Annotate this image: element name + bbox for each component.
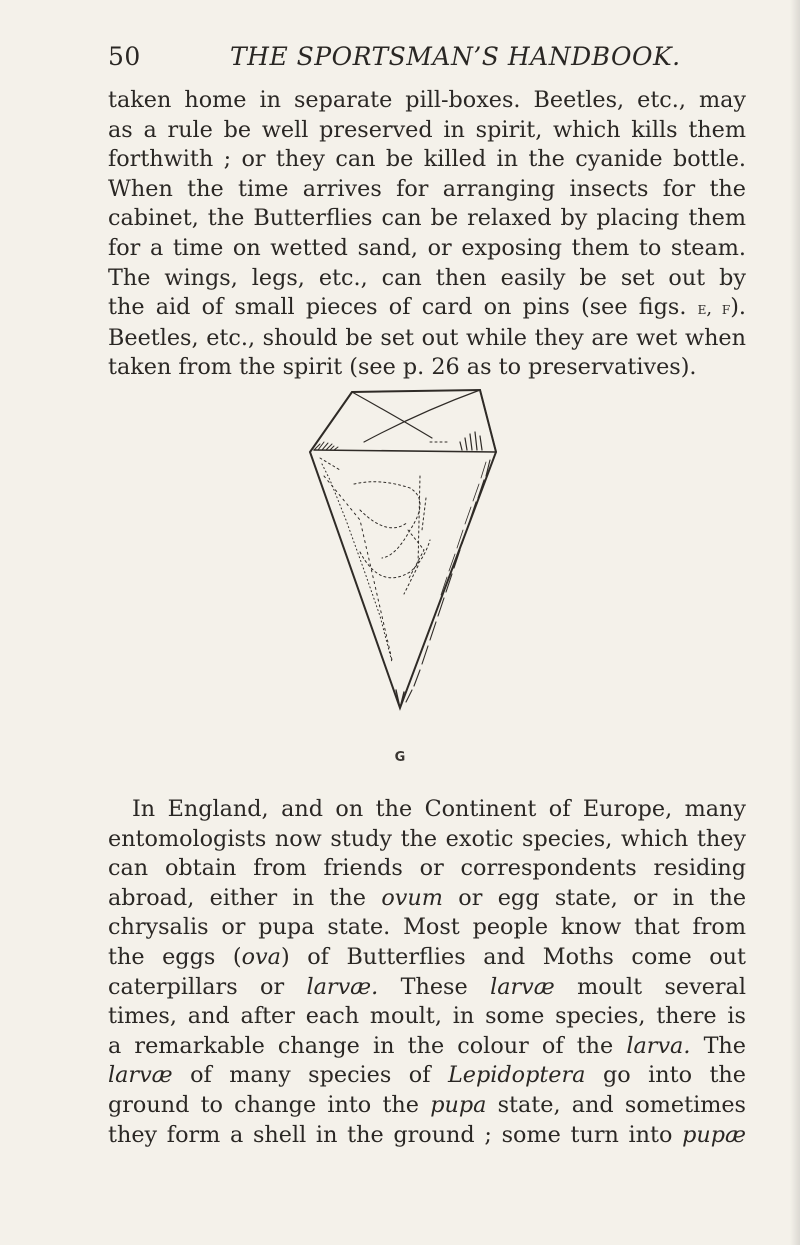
- text-line: [108, 1091, 746, 1121]
- text-line: The wings, legs, etc., can then easily be set out by: [108, 264, 746, 291]
- text-line: [108, 973, 746, 1003]
- text-line: chrysalis or pupa state. Most people know that from: [108, 914, 746, 941]
- text-segment: caterpillars or: [108, 973, 285, 1000]
- text-line: In England, and on the Continent of Europe, many: [132, 796, 746, 822]
- figure-reference: e, f: [697, 298, 731, 320]
- italic-term: ova: [241, 943, 281, 970]
- text-segment: ) of Butterflies and Moths come out: [280, 943, 746, 970]
- text-segment: ground to change into the: [108, 1091, 419, 1118]
- figure-setting-board: [300, 380, 500, 790]
- text-segment: state, and sometimes: [497, 1091, 746, 1118]
- text-line: [108, 884, 746, 914]
- italic-term: larvæ: [490, 973, 555, 1000]
- page-number: 50: [108, 42, 141, 71]
- text-segment: The: [703, 1032, 746, 1059]
- italic-term: larva.: [626, 1032, 691, 1059]
- text-line: When the time arrives for arranging insects for the: [108, 175, 746, 202]
- italic-term: larvæ: [108, 1062, 173, 1089]
- text-line: entomologists now study the exotic species, which they: [108, 825, 746, 852]
- text-line: [108, 1061, 746, 1091]
- italic-term: ovum: [381, 884, 443, 911]
- running-title: THE SPORTSMAN’S HANDBOOK.: [230, 42, 681, 71]
- text-line: can obtain from friends or correspondents residing: [108, 855, 746, 882]
- setting-board-illustration: [300, 380, 500, 750]
- text-line: for a time on wetted sand, or exposing them to steam.: [108, 234, 746, 261]
- text-line: [108, 943, 746, 973]
- text-segment: of many species of: [190, 1062, 431, 1089]
- text-line: cabinet, the Butterflies can be relaxed by placing them: [108, 205, 746, 232]
- italic-term: pupæ: [682, 1121, 746, 1148]
- italic-term: larvæ.: [306, 973, 379, 1000]
- text-line: times, and after each moult, in some species, there is: [108, 1003, 746, 1030]
- figure-label: G: [394, 750, 406, 765]
- text-segment: These: [400, 973, 468, 1000]
- text-segment: moult several: [577, 973, 746, 1000]
- italic-term: pupa: [430, 1091, 487, 1118]
- text-segment: ).: [730, 294, 746, 321]
- text-segment: go into the: [602, 1062, 746, 1089]
- running-head: [108, 42, 748, 82]
- text-line: [108, 293, 746, 324]
- paragraph-2: [108, 795, 746, 1150]
- text-segment: they form a shell in the ground ; some turn into: [108, 1121, 673, 1148]
- italic-term: Lepidoptera: [447, 1062, 586, 1089]
- text-line: taken home in separate pill-boxes. Beetles, etc., may: [108, 87, 746, 113]
- text-line: taken from the spirit (see p. 26 as to preservatives).: [108, 354, 697, 381]
- text-line: as a rule be well preserved in spirit, which kills them: [108, 116, 746, 143]
- text-segment: abroad, either in the: [108, 884, 366, 911]
- page-edge-shadow: [790, 0, 800, 1245]
- text-segment: the eggs (: [108, 943, 242, 970]
- text-line: Beetles, etc., should be set out while they are wet when: [108, 324, 746, 351]
- text-segment: the aid of small pieces of card on pins (see figs.: [108, 294, 687, 321]
- text-segment: or egg state, or in the: [458, 884, 746, 911]
- text-line: [108, 1121, 746, 1151]
- text-line: forthwith ; or they can be killed in the cyanide bottle.: [108, 146, 746, 173]
- text-line: [108, 1032, 746, 1062]
- paragraph-1: [108, 86, 746, 383]
- text-segment: a remarkable change in the colour of the: [108, 1032, 614, 1059]
